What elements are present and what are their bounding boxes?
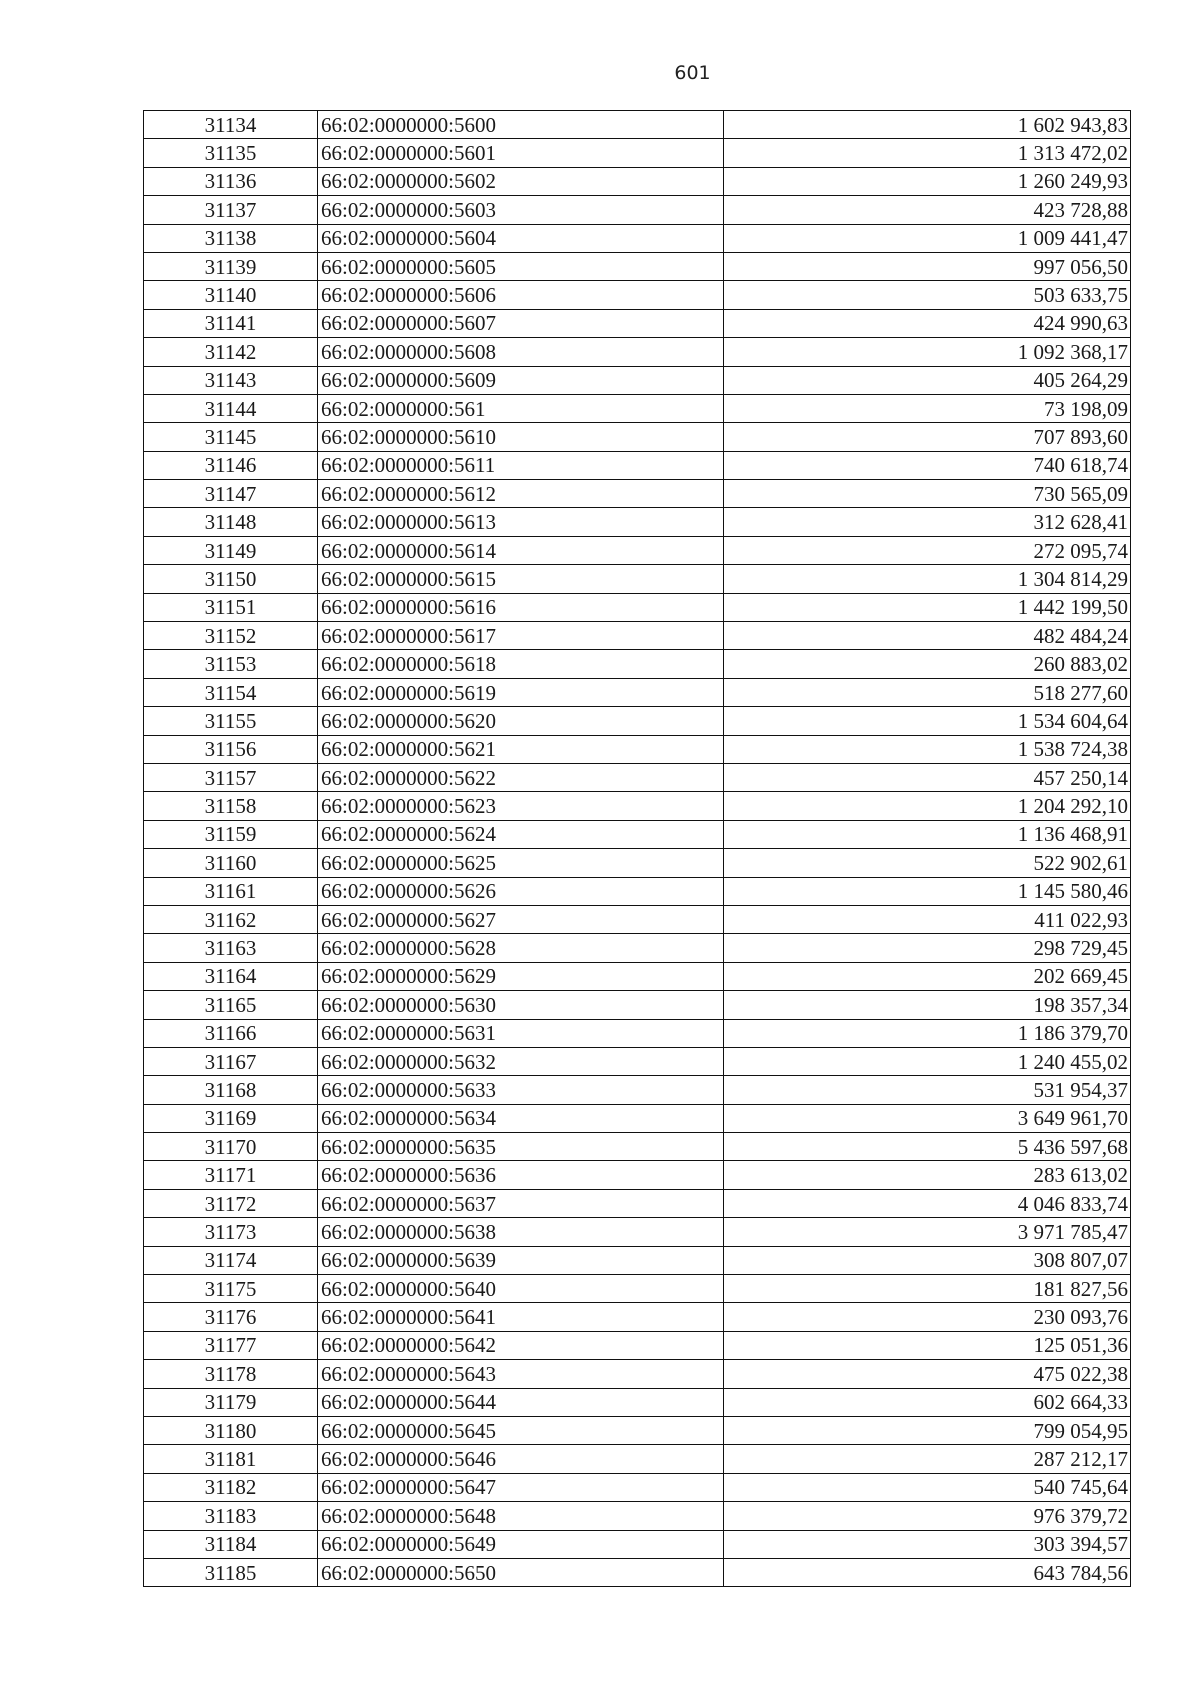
cadastral-value-cell: 73 198,09 xyxy=(724,394,1131,422)
cadastral-number-cell: 66:02:0000000:5614 xyxy=(318,536,724,564)
table-row xyxy=(144,309,1131,337)
cadastral-number-cell: 66:02:0000000:5632 xyxy=(318,1047,724,1075)
table-row xyxy=(144,991,1131,1019)
cadastral-number-cell: 66:02:0000000:5631 xyxy=(318,1019,724,1047)
cadastral-value-cell: 1 260 249,93 xyxy=(724,167,1131,195)
cadastral-number-cell: 66:02:0000000:5605 xyxy=(318,252,724,280)
cadastral-number-cell: 66:02:0000000:5633 xyxy=(318,1076,724,1104)
cadastral-number-cell: 66:02:0000000:5630 xyxy=(318,991,724,1019)
table-row xyxy=(144,707,1131,735)
row-number-cell: 31137 xyxy=(144,196,318,224)
cadastral-number-cell: 66:02:0000000:5607 xyxy=(318,309,724,337)
table-row xyxy=(144,1530,1131,1558)
cadastral-value-cell: 1 136 468,91 xyxy=(724,820,1131,848)
table-row xyxy=(144,1218,1131,1246)
table-row xyxy=(144,934,1131,962)
row-number-cell: 31164 xyxy=(144,962,318,990)
cadastral-number-cell: 66:02:0000000:5623 xyxy=(318,792,724,820)
table-row xyxy=(144,1331,1131,1359)
cadastral-value-cell: 1 602 943,83 xyxy=(724,111,1131,139)
table-row xyxy=(144,338,1131,366)
table-row xyxy=(144,763,1131,791)
row-number-cell: 31134 xyxy=(144,111,318,139)
cadastral-value-cell: 230 093,76 xyxy=(724,1303,1131,1331)
cadastral-number-cell: 66:02:0000000:5635 xyxy=(318,1133,724,1161)
table-row xyxy=(144,281,1131,309)
cadastral-number-cell: 66:02:0000000:5601 xyxy=(318,139,724,167)
cadastral-value-cell: 1 009 441,47 xyxy=(724,224,1131,252)
cadastral-value-cell: 1 092 368,17 xyxy=(724,338,1131,366)
row-number-cell: 31163 xyxy=(144,934,318,962)
cadastral-value-cell: 1 534 604,64 xyxy=(724,707,1131,735)
cadastral-number-cell: 66:02:0000000:5628 xyxy=(318,934,724,962)
row-number-cell: 31179 xyxy=(144,1388,318,1416)
cadastral-value-cell: 202 669,45 xyxy=(724,962,1131,990)
cadastral-value-cell: 308 807,07 xyxy=(724,1246,1131,1274)
cadastral-value-cell: 602 664,33 xyxy=(724,1388,1131,1416)
row-number-cell: 31180 xyxy=(144,1416,318,1444)
table-row xyxy=(144,905,1131,933)
row-number-cell: 31155 xyxy=(144,707,318,735)
cadastral-value-cell: 287 212,17 xyxy=(724,1445,1131,1473)
row-number-cell: 31183 xyxy=(144,1502,318,1530)
cadastral-number-cell: 66:02:0000000:5611 xyxy=(318,451,724,479)
cadastral-number-cell: 66:02:0000000:5643 xyxy=(318,1360,724,1388)
cadastral-value-cell: 976 379,72 xyxy=(724,1502,1131,1530)
cadastral-number-cell: 66:02:0000000:5624 xyxy=(318,820,724,848)
row-number-cell: 31160 xyxy=(144,849,318,877)
row-number-cell: 31165 xyxy=(144,991,318,1019)
table-row xyxy=(144,480,1131,508)
cadastral-value-cell: 707 893,60 xyxy=(724,423,1131,451)
cadastral-value-cell: 518 277,60 xyxy=(724,678,1131,706)
row-number-cell: 31139 xyxy=(144,252,318,280)
cadastral-number-cell: 66:02:0000000:5648 xyxy=(318,1502,724,1530)
table-row xyxy=(144,1246,1131,1274)
cadastral-number-cell: 66:02:0000000:5647 xyxy=(318,1473,724,1501)
table-row xyxy=(144,877,1131,905)
table-row xyxy=(144,1388,1131,1416)
table-row xyxy=(144,820,1131,848)
cadastral-value-cell: 181 827,56 xyxy=(724,1275,1131,1303)
cadastral-number-cell: 66:02:0000000:5650 xyxy=(318,1558,724,1586)
row-number-cell: 31171 xyxy=(144,1161,318,1189)
cadastral-value-cell: 5 436 597,68 xyxy=(724,1133,1131,1161)
row-number-cell: 31135 xyxy=(144,139,318,167)
cadastral-number-cell: 66:02:0000000:5636 xyxy=(318,1161,724,1189)
row-number-cell: 31141 xyxy=(144,309,318,337)
cadastral-value-cell: 475 022,38 xyxy=(724,1360,1131,1388)
cadastral-value-cell: 1 313 472,02 xyxy=(724,139,1131,167)
row-number-cell: 31154 xyxy=(144,678,318,706)
row-number-cell: 31168 xyxy=(144,1076,318,1104)
table-row xyxy=(144,1502,1131,1530)
row-number-cell: 31178 xyxy=(144,1360,318,1388)
page-number: 601 xyxy=(674,62,711,84)
cadastral-value-cell: 272 095,74 xyxy=(724,536,1131,564)
row-number-cell: 31167 xyxy=(144,1047,318,1075)
cadastral-value-cell: 1 304 814,29 xyxy=(724,565,1131,593)
cadastral-number-cell: 66:02:0000000:5612 xyxy=(318,480,724,508)
row-number-cell: 31150 xyxy=(144,565,318,593)
cadastral-number-cell: 66:02:0000000:5615 xyxy=(318,565,724,593)
cadastral-value-cell: 198 357,34 xyxy=(724,991,1131,1019)
table-row xyxy=(144,849,1131,877)
cadastral-number-cell: 66:02:0000000:5649 xyxy=(318,1530,724,1558)
row-number-cell: 31172 xyxy=(144,1189,318,1217)
cadastral-value-cell: 283 613,02 xyxy=(724,1161,1131,1189)
cadastral-number-cell: 66:02:0000000:5603 xyxy=(318,196,724,224)
cadastral-number-cell: 66:02:0000000:5629 xyxy=(318,962,724,990)
cadastral-number-cell: 66:02:0000000:5644 xyxy=(318,1388,724,1416)
table-row xyxy=(144,962,1131,990)
row-number-cell: 31162 xyxy=(144,905,318,933)
cadastral-number-cell: 66:02:0000000:5602 xyxy=(318,167,724,195)
cadastral-value-cell: 730 565,09 xyxy=(724,480,1131,508)
cadastral-number-cell: 66:02:0000000:5606 xyxy=(318,281,724,309)
cadastral-value-cell: 1 186 379,70 xyxy=(724,1019,1131,1047)
row-number-cell: 31138 xyxy=(144,224,318,252)
cadastral-number-cell: 66:02:0000000:5617 xyxy=(318,622,724,650)
cadastral-value-cell: 3 649 961,70 xyxy=(724,1104,1131,1132)
cadastral-value-cell: 531 954,37 xyxy=(724,1076,1131,1104)
cadastral-number-cell: 66:02:0000000:5627 xyxy=(318,905,724,933)
table-row xyxy=(144,1047,1131,1075)
table-row xyxy=(144,394,1131,422)
table-row xyxy=(144,1303,1131,1331)
row-number-cell: 31142 xyxy=(144,338,318,366)
cadastral-value-cell: 1 442 199,50 xyxy=(724,593,1131,621)
cadastral-number-cell: 66:02:0000000:5609 xyxy=(318,366,724,394)
row-number-cell: 31161 xyxy=(144,877,318,905)
cadastral-number-cell: 66:02:0000000:5640 xyxy=(318,1275,724,1303)
table-row xyxy=(144,167,1131,195)
cadastral-value-cell: 312 628,41 xyxy=(724,508,1131,536)
cadastral-value-cell: 997 056,50 xyxy=(724,252,1131,280)
row-number-cell: 31156 xyxy=(144,735,318,763)
cadastral-number-cell: 66:02:0000000:5641 xyxy=(318,1303,724,1331)
cadastral-value-cell: 4 046 833,74 xyxy=(724,1189,1131,1217)
cadastral-value-cell: 540 745,64 xyxy=(724,1473,1131,1501)
row-number-cell: 31153 xyxy=(144,650,318,678)
row-number-cell: 31145 xyxy=(144,423,318,451)
cadastral-value-cell: 423 728,88 xyxy=(724,196,1131,224)
cadastral-number-cell: 66:02:0000000:5600 xyxy=(318,111,724,139)
cadastral-number-cell: 66:02:0000000:561 xyxy=(318,394,724,422)
cadastral-value-cell: 799 054,95 xyxy=(724,1416,1131,1444)
cadastral-number-cell: 66:02:0000000:5620 xyxy=(318,707,724,735)
table-row xyxy=(144,1104,1131,1132)
cadastral-number-cell: 66:02:0000000:5616 xyxy=(318,593,724,621)
cadastral-value-cell: 643 784,56 xyxy=(724,1558,1131,1586)
cadastral-value-cell: 3 971 785,47 xyxy=(724,1218,1131,1246)
table-row xyxy=(144,593,1131,621)
cadastral-number-cell: 66:02:0000000:5646 xyxy=(318,1445,724,1473)
table-row xyxy=(144,792,1131,820)
table-row xyxy=(144,224,1131,252)
cadastral-number-cell: 66:02:0000000:5626 xyxy=(318,877,724,905)
cadastral-value-cell: 457 250,14 xyxy=(724,763,1131,791)
table-row xyxy=(144,111,1131,139)
cadastral-value-cell: 125 051,36 xyxy=(724,1331,1131,1359)
cadastral-value-cell: 482 484,24 xyxy=(724,622,1131,650)
row-number-cell: 31157 xyxy=(144,763,318,791)
table-row xyxy=(144,423,1131,451)
table-row xyxy=(144,1416,1131,1444)
row-number-cell: 31140 xyxy=(144,281,318,309)
table-row xyxy=(144,1076,1131,1104)
table-row xyxy=(144,536,1131,564)
row-number-cell: 31176 xyxy=(144,1303,318,1331)
table-row xyxy=(144,622,1131,650)
cadastral-value-cell: 1 538 724,38 xyxy=(724,735,1131,763)
row-number-cell: 31146 xyxy=(144,451,318,479)
cadastral-value-cell: 405 264,29 xyxy=(724,366,1131,394)
cadastral-value-cell: 740 618,74 xyxy=(724,451,1131,479)
row-number-cell: 31185 xyxy=(144,1558,318,1586)
cadastral-value-cell: 503 633,75 xyxy=(724,281,1131,309)
row-number-cell: 31170 xyxy=(144,1133,318,1161)
row-number-cell: 31182 xyxy=(144,1473,318,1501)
row-number-cell: 31184 xyxy=(144,1530,318,1558)
cadastral-value-cell: 411 022,93 xyxy=(724,905,1131,933)
cadastral-value-cell: 303 394,57 xyxy=(724,1530,1131,1558)
table-row xyxy=(144,508,1131,536)
row-number-cell: 31177 xyxy=(144,1331,318,1359)
table-row xyxy=(144,735,1131,763)
cadastral-value-cell: 1 204 292,10 xyxy=(724,792,1131,820)
row-number-cell: 31181 xyxy=(144,1445,318,1473)
row-number-cell: 31151 xyxy=(144,593,318,621)
row-number-cell: 31166 xyxy=(144,1019,318,1047)
cadastral-number-cell: 66:02:0000000:5621 xyxy=(318,735,724,763)
row-number-cell: 31169 xyxy=(144,1104,318,1132)
table-row xyxy=(144,1189,1131,1217)
row-number-cell: 31147 xyxy=(144,480,318,508)
row-number-cell: 31175 xyxy=(144,1275,318,1303)
row-number-cell: 31144 xyxy=(144,394,318,422)
row-number-cell: 31159 xyxy=(144,820,318,848)
cadastral-value-table xyxy=(143,110,1131,1587)
row-number-cell: 31173 xyxy=(144,1218,318,1246)
cadastral-number-cell: 66:02:0000000:5637 xyxy=(318,1189,724,1217)
cadastral-number-cell: 66:02:0000000:5634 xyxy=(318,1104,724,1132)
cadastral-value-cell: 1 240 455,02 xyxy=(724,1047,1131,1075)
cadastral-number-cell: 66:02:0000000:5604 xyxy=(318,224,724,252)
table-row xyxy=(144,565,1131,593)
row-number-cell: 31148 xyxy=(144,508,318,536)
table-row xyxy=(144,451,1131,479)
cadastral-number-cell: 66:02:0000000:5613 xyxy=(318,508,724,536)
table-row xyxy=(144,1558,1131,1586)
cadastral-value-cell: 298 729,45 xyxy=(724,934,1131,962)
row-number-cell: 31158 xyxy=(144,792,318,820)
row-number-cell: 31152 xyxy=(144,622,318,650)
cadastral-value-cell: 1 145 580,46 xyxy=(724,877,1131,905)
table-row xyxy=(144,1161,1131,1189)
cadastral-number-cell: 66:02:0000000:5642 xyxy=(318,1331,724,1359)
row-number-cell: 31149 xyxy=(144,536,318,564)
row-number-cell: 31143 xyxy=(144,366,318,394)
table-row xyxy=(144,1360,1131,1388)
cadastral-number-cell: 66:02:0000000:5610 xyxy=(318,423,724,451)
table-row xyxy=(144,1019,1131,1047)
table-row xyxy=(144,1275,1131,1303)
row-number-cell: 31136 xyxy=(144,167,318,195)
cadastral-number-cell: 66:02:0000000:5625 xyxy=(318,849,724,877)
cadastral-number-cell: 66:02:0000000:5645 xyxy=(318,1416,724,1444)
table-row xyxy=(144,1445,1131,1473)
cadastral-number-cell: 66:02:0000000:5619 xyxy=(318,678,724,706)
table-row xyxy=(144,650,1131,678)
cadastral-number-cell: 66:02:0000000:5608 xyxy=(318,338,724,366)
table-row xyxy=(144,678,1131,706)
table-row xyxy=(144,196,1131,224)
table-row xyxy=(144,139,1131,167)
table-body xyxy=(144,111,1131,1587)
table-row xyxy=(144,1473,1131,1501)
table-row xyxy=(144,1133,1131,1161)
cadastral-number-cell: 66:02:0000000:5622 xyxy=(318,763,724,791)
table-row xyxy=(144,366,1131,394)
cadastral-value-cell: 424 990,63 xyxy=(724,309,1131,337)
cadastral-value-cell: 522 902,61 xyxy=(724,849,1131,877)
row-number-cell: 31174 xyxy=(144,1246,318,1274)
cadastral-value-cell: 260 883,02 xyxy=(724,650,1131,678)
cadastral-number-cell: 66:02:0000000:5639 xyxy=(318,1246,724,1274)
table-row xyxy=(144,252,1131,280)
cadastral-number-cell: 66:02:0000000:5618 xyxy=(318,650,724,678)
cadastral-number-cell: 66:02:0000000:5638 xyxy=(318,1218,724,1246)
